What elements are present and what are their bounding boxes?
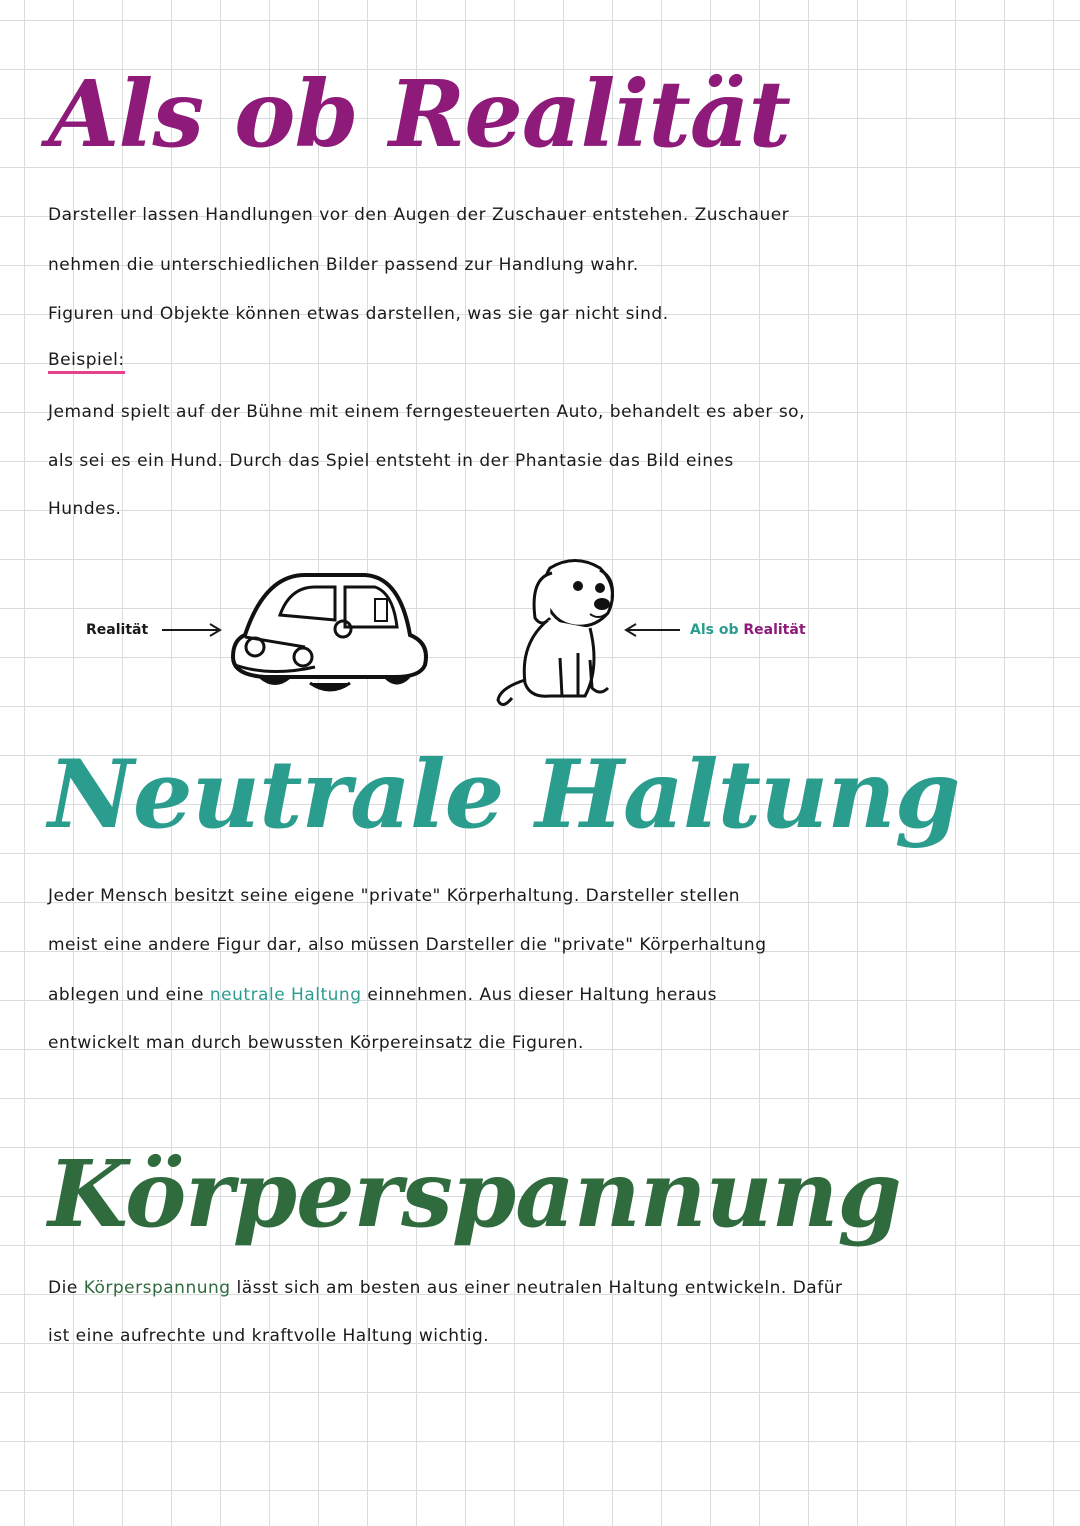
example-label (48, 350, 125, 370)
paragraph-line: Figuren und Objekte können etwas darstellen, was sie gar nicht sind. (48, 304, 669, 324)
section-title-koerperspannung: Körperspannung (48, 1140, 901, 1248)
section-title-als-ob-realitaet: Als ob Realität (48, 60, 790, 168)
example-line: Jemand spielt auf der Bühne mit einem ferngesteuerten Auto, behandelt es aber so, (48, 402, 805, 422)
paragraph-line: Jeder Mensch besitzt seine eigene "private" Körperhaltung. Darsteller stellen (48, 886, 741, 906)
dog-icon (490, 548, 625, 713)
car-icon (225, 565, 435, 700)
highlight-neutrale-haltung: neutrale Haltung (209, 985, 362, 1005)
example-label-text: Beispiel: (48, 350, 125, 374)
paragraph-line: Darsteller lassen Handlungen vor den Augen der Zuschauer entstehen. Zuschauer (48, 205, 790, 225)
paragraph-line: ist eine aufrechte und kraftvolle Haltung wichtig. (48, 1326, 490, 1346)
paragraph-line: entwickelt man durch bewussten Körpereinsatz die Figuren. (48, 1033, 584, 1053)
example-line: Hundes. (48, 499, 122, 519)
label-als-ob: Als ob (690, 622, 739, 638)
text-segment: ablegen und eine (48, 985, 210, 1005)
paragraph-line (48, 1278, 842, 1298)
arrow-right-icon (160, 620, 225, 640)
arrow-left-icon (622, 620, 682, 640)
diagram-label-realitaet: Realität (86, 622, 149, 638)
paragraph-line: meist eine andere Figur dar, also müssen Darsteller die "private" Körperhaltung (48, 935, 767, 955)
section-title-neutrale-haltung: Neutrale Haltung (48, 740, 960, 850)
highlight-koerperspannung: Körperspannung (83, 1278, 231, 1298)
example-line: als sei es ein Hund. Durch das Spiel entsteht in der Phantasie das Bild eines (48, 451, 734, 471)
paragraph-line (48, 985, 717, 1005)
text-segment: Die (48, 1278, 84, 1298)
label-realitaet: Realität (743, 622, 806, 638)
text-segment: einnehmen. Aus dieser Haltung heraus (361, 985, 717, 1005)
text-segment: lässt sich am besten aus einer neutralen Haltung entwickeln. Dafür (230, 1278, 843, 1298)
diagram-label-als-ob-realitaet (690, 622, 806, 638)
paragraph-line: nehmen die unterschiedlichen Bilder passend zur Handlung wahr. (48, 255, 639, 275)
